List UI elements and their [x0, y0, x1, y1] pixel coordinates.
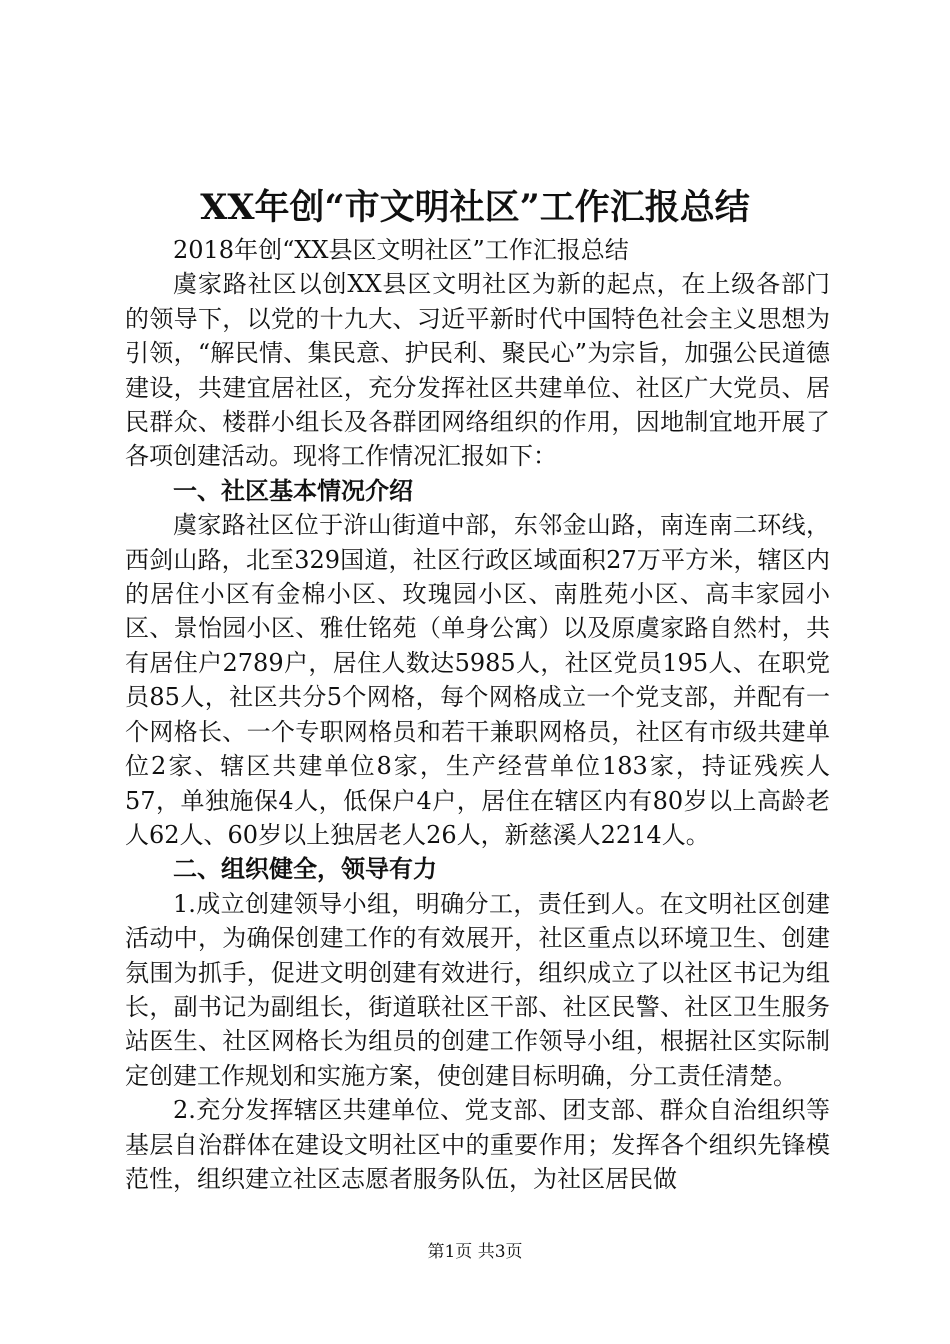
section-2-heading: 二、组织健全，领导有力 — [173, 855, 437, 884]
section-1-heading: 一、社区基本情况介绍 — [173, 476, 413, 505]
section-2-item-1: 1.成立创建领导小组，明确分工，责任到人。在文明社区创建活动中，为确保创建工作的有效展开，社区重点以环境卫生、创建氛围为抓手，促进文明创建有效进行，组织成立了以社区书记为组长，副书记为副组长，街道联社区干部、社区民警、社区卫生服务站医生、社区网格长为组员的创建工作领导小组，根据社区实际制定创建工作规划和实施方案，使创建目标明确，分工责任清楚。 — [125, 889, 830, 1090]
document-title: XX年创“市文明社区”工作汇报总结 — [200, 187, 750, 228]
document-body — [125, 233, 830, 1196]
section-2-item-2: 2.充分发挥辖区共建单位、党支部、团支部、群众自治组织等基层自治群体在建设文明社区中的重要作用；发挥各个组织先锋模范性，组织建立社区志愿者服务队伍，为社区居民做 — [125, 1096, 830, 1193]
page-footer: 第1页 共3页 — [427, 1242, 523, 1262]
document-subtitle: 2018年创“XX县区文明社区”工作汇报总结 — [173, 236, 629, 264]
intro-paragraph: 虞家路社区以创XX县区文明社区为新的起点，在上级各部门的领导下，以党的十九大、习近平新时代中国特色社会主义思想为引领，“解民情、集民意、护民利、聚民心”为宗旨，加强公民道德建设，共建宜居社区，充分发挥社区共建单位、社区广大党员、居民群众、楼群小组长及各群团网络组织的作用，因地制宜地开展了各项创建活动。现将工作情况汇报如下： — [125, 270, 830, 471]
section-1-paragraph: 虞家路社区位于浒山街道中部，东邻金山路，南连南二环线，西剑山路，北至329国道，社区行政区域面积27万平方米，辖区内的居住小区有金棉小区、玫瑰园小区、南胜苑小区、高丰家园小区、景怡园小区、雅仕铭苑（单身公寓）以及原虞家路自然村，共有居住户2789户，居住人数达5985人，社区党员195人、在职党员85人，社区共分5个网格，每个网格成立一个党支部，并配有一个网格长、一个专职网格员和若干兼职网格员，社区有市级共建单位2家、辖区共建单位8家，生产经营单位183家，持证残疾人57，单独施保4人，低保户4户，居住在辖区内有80岁以上高龄老人62人、60岁以上独居老人26人，新慈溪人2214人。 — [125, 511, 830, 849]
